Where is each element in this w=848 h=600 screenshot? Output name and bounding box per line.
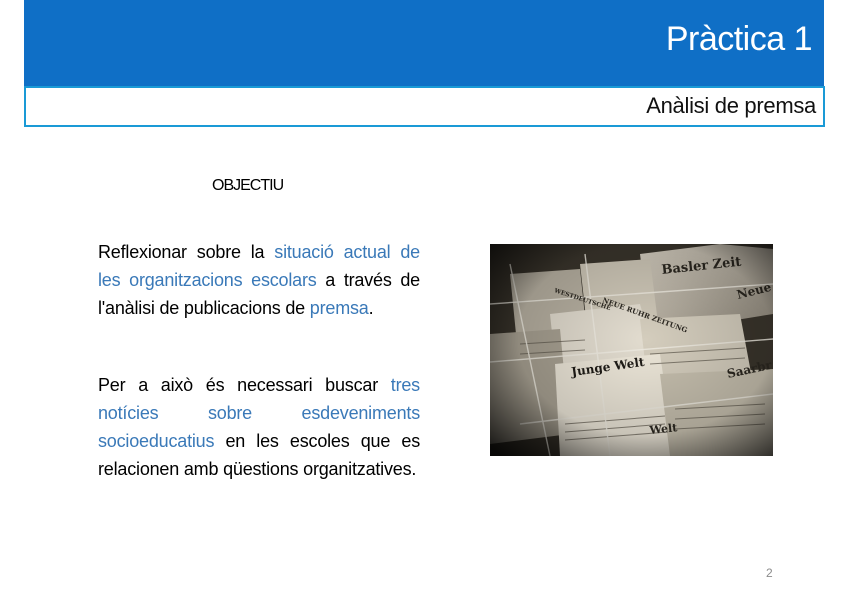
newspaper-rack-photo (490, 244, 773, 456)
slide-subtitle: Anàlisi de premsa (646, 93, 816, 118)
newspaper-photo-graphic (490, 244, 773, 456)
paragraph-purpose-text-3: . (368, 298, 374, 318)
highlight-press: premsa (309, 298, 369, 318)
paragraph-purpose-text-2: a través de l'anàlisi de publicacions de (98, 270, 420, 318)
page-number: 2 (766, 566, 773, 580)
objective-heading: OBJECTIU (212, 177, 284, 194)
highlight-current-situation: situació actual de les organitzacions escolars (98, 242, 420, 290)
paragraph-purpose-text-1: Reflexionar sobre la (98, 242, 275, 262)
paragraph-task-text-1: Per a això és necessari buscar (98, 375, 391, 395)
paragraph-purpose (98, 238, 420, 322)
paragraph-task (98, 371, 420, 483)
subtitle-box (24, 86, 825, 127)
paragraph-task-text-2: en les escoles que es relacionen amb qüestions organitzatives. (98, 431, 420, 479)
highlight-three-news: tres notícies sobre esdeveniments socioeducatius (98, 375, 420, 451)
title-bar (24, 0, 824, 86)
slide-title: Pràctica 1 (665, 20, 812, 58)
